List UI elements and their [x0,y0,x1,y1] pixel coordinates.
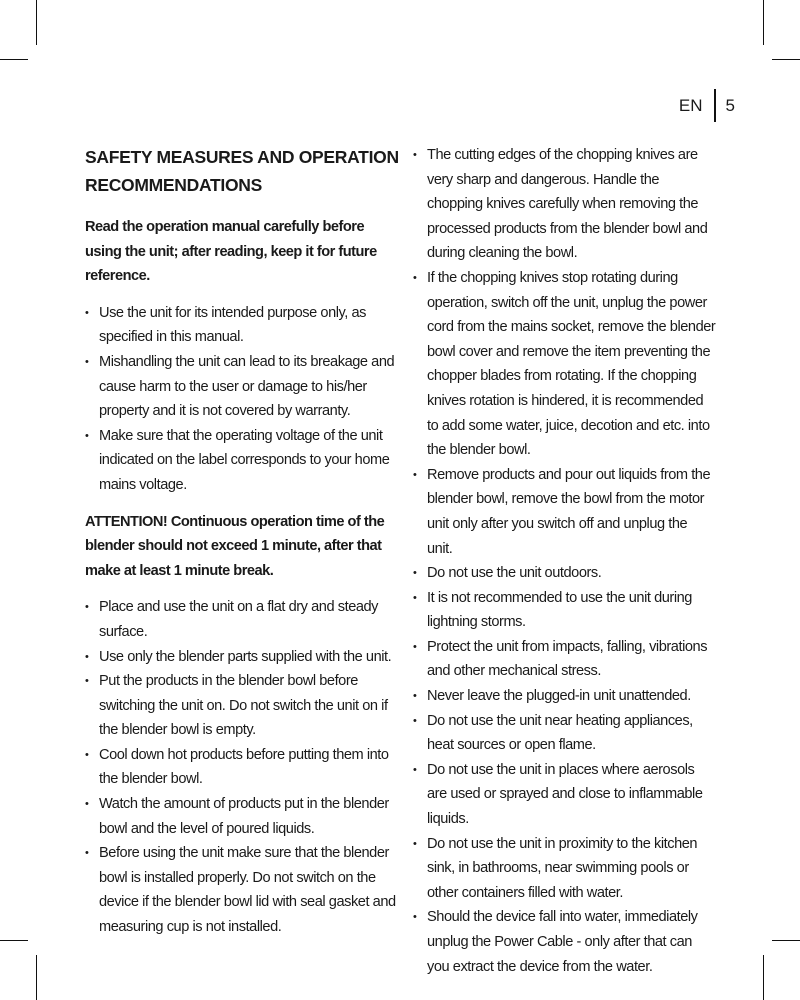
list-item: • Place and use the unit on a flat dry and steady surface. [85,595,403,644]
attention-paragraph: ATTENTION! Continuous operation time of the blender should not exceed 1 minute, after that make at least 1 minute break. [85,513,385,579]
section-title: SAFETY MEASURES AND OPERATION RECOMMENDATIONS [85,147,399,195]
header-divider [714,89,716,122]
list-item: • Put the products in the blender bowl before switching the unit on. Do not switch the unit on if the blender bowl is empty. [85,669,403,743]
list-item: • Protect the unit from impacts, falling, vibrations and other mechanical stress. [413,635,716,684]
list-item: • Mishandling the unit can lead to its breakage and cause harm to the user or damage to his/her property and it is not covered by warranty. [85,350,403,424]
safety-list-1 [85,301,403,498]
crop-mark-bottom-right-horizontal [772,940,800,941]
crop-mark-bottom-left-horizontal [0,940,28,941]
crop-mark-top-left-horizontal [0,59,28,60]
list-item: • Cool down hot products before putting them into the blender bowl. [85,743,403,792]
intro-paragraph: Read the operation manual carefully before using the unit; after reading, keep it for future reference. [85,219,377,285]
list-item: • Do not use the unit near heating appliances, heat sources or open flame. [413,709,716,758]
safety-list-2 [85,595,403,939]
list-item: • Remove products and pour out liquids from the blender bowl, remove the bowl from the motor unit only after you switch off and unplug the unit. [413,463,716,561]
list-item: • The cutting edges of the chopping knives are very sharp and dangerous. Handle the chopping knives carefully when removing the processed products from the blender bowl and during cleaning the bowl. [413,143,716,266]
language-label: EN [678,95,703,115]
left-column [85,143,403,952]
crop-mark-bottom-left-vertical [36,955,37,1000]
right-column [413,143,716,991]
list-item: • Should the device fall into water, immediately unplug the Power Cable - only after that can you extract the device from the water. [413,905,716,979]
crop-mark-top-right-vertical [763,0,764,45]
page-number: 5 [725,95,735,115]
list-item: • Do not use the unit outdoors. [413,561,716,586]
crop-mark-bottom-right-vertical [763,955,764,1000]
list-item: • Before using the unit make sure that the blender bowl is installed properly. Do not switch on the device if the blender bowl lid with seal gasket and measuring cup is not installed. [85,841,403,939]
list-item: • Use the unit for its intended purpose only, as specified in this manual. [85,301,403,350]
list-item: • Make sure that the operating voltage of the unit indicated on the label corresponds to your home mains voltage. [85,424,403,498]
list-item: • Do not use the unit in places where aerosols are used or sprayed and close to inflammable liquids. [413,758,716,832]
list-item: • It is not recommended to use the unit during lightning storms. [413,586,716,635]
list-item: • Never leave the plugged-in unit unattended. [413,684,716,709]
crop-mark-top-left-vertical [36,0,37,45]
crop-mark-top-right-horizontal [772,59,800,60]
page-header [679,89,735,122]
list-item: • Watch the amount of products put in the blender bowl and the level of poured liquids. [85,792,403,841]
list-item: • Use only the blender parts supplied with the unit. [85,645,403,670]
list-item: • Do not use the unit in proximity to the kitchen sink, in bathrooms, near swimming pools or other containers filled with water. [413,832,716,906]
list-item: • If the chopping knives stop rotating during operation, switch off the unit, unplug the power cord from the mains socket, remove the blender bowl cover and remove the item preventing the chopper blades from rotating. If the chopping knives rotation is hindered, it is recommended to add some water, juice, decotion and etc. into the blender bowl. [413,266,716,463]
safety-list-3 [413,143,716,979]
